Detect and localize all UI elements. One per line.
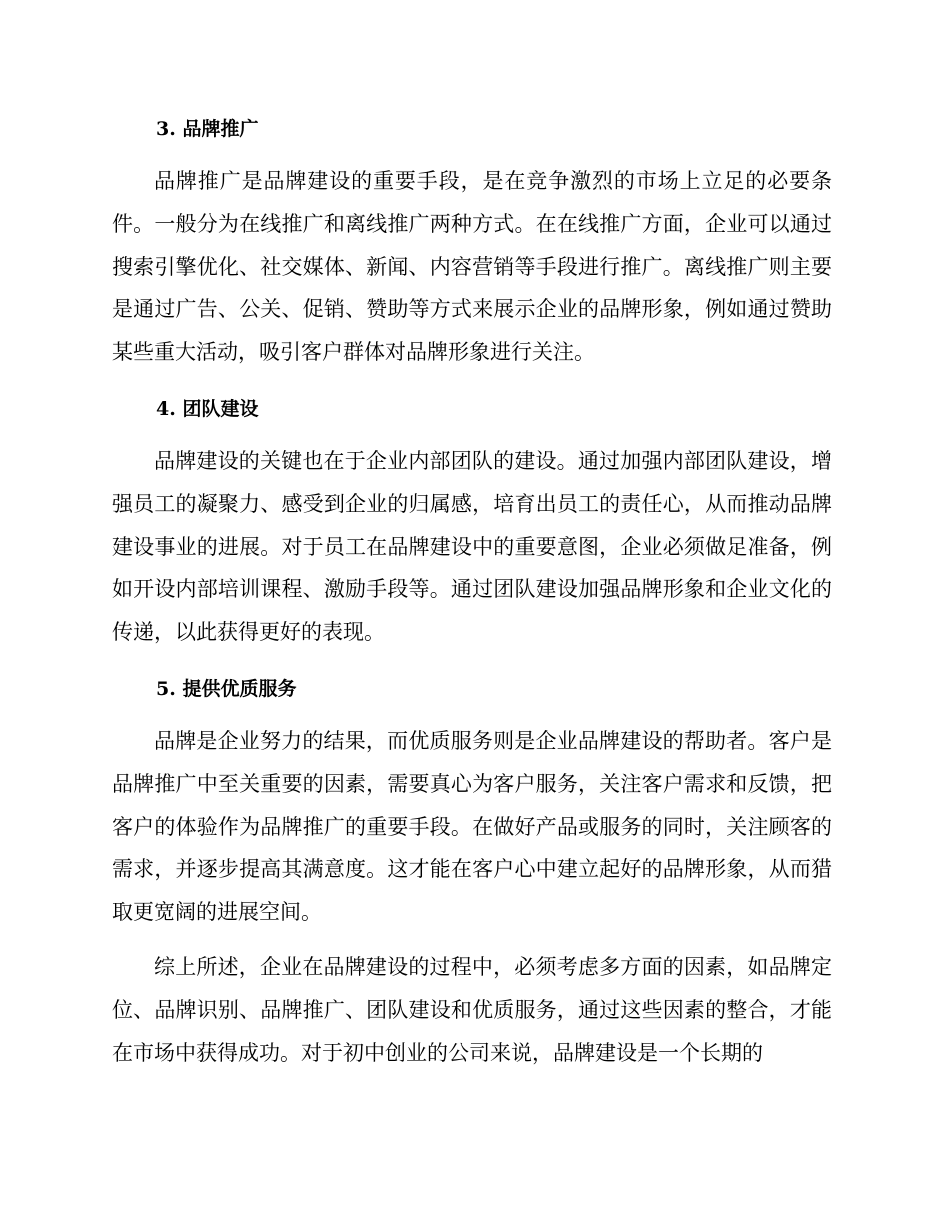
conclusion-paragraph: 综上所述，企业在品牌建设的过程中，必须考虑多方面的因素，如品牌定位、品牌识别、品牌推广、团队建设和优质服务，通过这些因素的整合，才能在市场中获得成功。对于初中创业的公司来说，品牌建设是一个长期的 (112, 954, 832, 1065)
section-paragraph-quality-service: 品牌是企业努力的结果，而优质服务则是企业品牌建设的帮助者。客户是品牌推广中至关重要的因素，需要真心为客户服务，关注客户需求和反馈，把客户的体验作为品牌推广的重要手段。在做好产品或服务的同时，关注顾客的需求，并逐步提高其满意度。这才能在客户心中建立起好的品牌形象，从而猎取更宽阔的进展空间。 (112, 728, 832, 925)
section-heading-quality-service: 5. 提供优质服务 (156, 677, 297, 700)
section-heading-team-building: 4. 团队建设 (156, 397, 259, 420)
section-paragraph-brand-promotion: 品牌推广是品牌建设的重要手段，是在竞争激烈的市场上立足的必要条件。一般分为在线推广和离线推广两种方式。在在线推广方面，企业可以通过搜索引擎优化、社交媒体、新闻、内容营销等手段进行推广。离线推广则主要是通过广告、公关、促销、赞助等方式来展示企业的品牌形象，例如通过赞助某些重大活动，吸引客户群体对品牌形象进行关注。 (112, 169, 832, 365)
section-paragraph-team-building: 品牌建设的关键也在于企业内部团队的建设。通过加强内部团队建设，增强员工的凝聚力、感受到企业的归属感，培育出员工的责任心，从而推动品牌建设事业的进展。对于员工在品牌建设中的重要意图，企业必须做足准备，例如开设内部培训课程、激励手段等。通过团队建设加强品牌形象和企业文化的传递，以此获得更好的表现。 (112, 448, 832, 645)
section-heading-brand-promotion: 3. 品牌推广 (156, 118, 259, 140)
document-page (112, 108, 832, 1074)
